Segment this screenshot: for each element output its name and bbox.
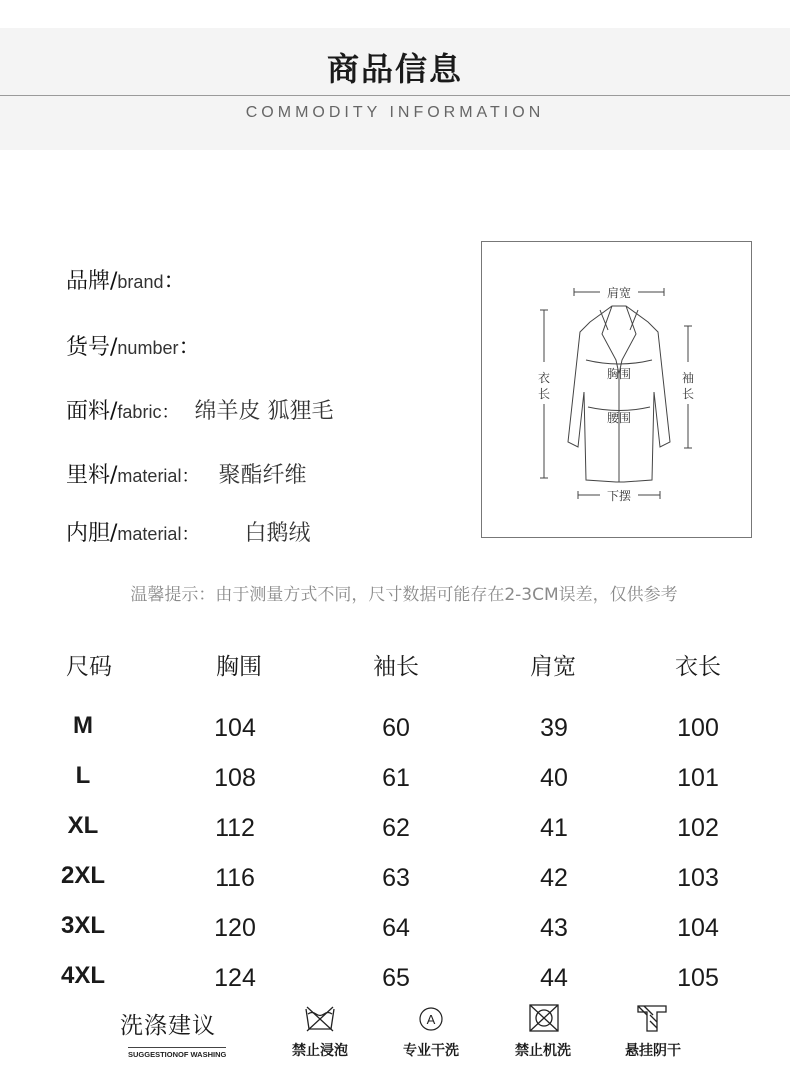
care-label-dry-clean: 专业干洗 (403, 1043, 459, 1059)
cell-size: 4XL (60, 962, 105, 989)
lining-label-en: material (117, 524, 182, 544)
cell-length: 100 (677, 714, 719, 742)
washing-subtitle: SUGGESTIONOF WASHING (128, 1047, 226, 1059)
cell-chest: 112 (215, 814, 255, 842)
cell-shoulder: 40 (540, 764, 568, 792)
measurement-notice: 温馨提示：由于测量方式不同，尺寸数据可能存在2-3CM误差，仅供参考 (130, 585, 678, 605)
cell-sleeve: 65 (382, 964, 410, 992)
cell-size: 2XL (60, 862, 105, 889)
fabric-colon: ： (161, 402, 180, 423)
col-header-length: 衣长 (675, 654, 721, 680)
info-row-fabric (66, 394, 334, 425)
cell-chest: 104 (214, 714, 256, 742)
material-label: 里料/ (66, 463, 118, 488)
washing-title: 洗涤建议 (120, 1013, 216, 1039)
col-header-sleeve: 袖长 (373, 654, 419, 680)
fabric-label-en: fabric (117, 402, 162, 422)
cell-sleeve: 62 (382, 814, 410, 842)
info-row-brand (66, 264, 185, 295)
lining-value: 白鹅绒 (244, 521, 311, 546)
cell-chest: 120 (214, 914, 256, 942)
number-label: 货号/ (66, 335, 118, 360)
number-colon: ： (178, 335, 201, 360)
length-label-2: 长 (537, 387, 551, 401)
no-machine-wash-icon (527, 1003, 561, 1033)
care-label-hang-dry: 悬挂阴干 (625, 1043, 681, 1059)
cell-size: L (75, 762, 91, 789)
col-header-shoulder: 肩宽 (530, 654, 576, 680)
care-label-no-machine-wash: 禁止机洗 (515, 1043, 571, 1059)
lining-label: 内胆/ (66, 521, 118, 546)
measurement-diagram (481, 241, 752, 538)
cell-chest: 108 (214, 764, 256, 792)
info-row-lining (66, 516, 311, 547)
cell-sleeve: 61 (382, 764, 410, 792)
care-label-no-soak: 禁止浸泡 (292, 1043, 348, 1059)
shoulder-label: 肩宽 (606, 286, 632, 300)
page-subtitle: COMMODITY INFORMATION (245, 104, 545, 121)
cell-sleeve: 60 (382, 714, 410, 742)
waist-label: 腰围 (606, 411, 632, 425)
cell-size: XL (67, 812, 99, 839)
material-label-en: material (117, 466, 182, 486)
chest-label: 胸围 (606, 367, 632, 381)
professional-dry-clean-icon (414, 1003, 448, 1033)
cell-shoulder: 44 (540, 964, 568, 992)
chest-line (586, 360, 652, 364)
cell-sleeve: 64 (382, 914, 410, 942)
fabric-label: 面料/ (66, 399, 118, 424)
cell-length: 105 (677, 964, 719, 992)
length-label-1: 衣 (537, 371, 551, 385)
cell-size: M (73, 712, 93, 739)
cell-length: 102 (677, 814, 719, 842)
material-value: 聚酯纤维 (218, 463, 307, 488)
brand-label: 品牌/ (66, 269, 118, 294)
cell-sleeve: 63 (382, 864, 410, 892)
cell-shoulder: 39 (540, 714, 568, 742)
hem-label: 下摆 (606, 489, 632, 503)
fabric-value: 绵羊皮 狐狸毛 (194, 399, 334, 424)
hang-dry-shade-icon (635, 1003, 669, 1033)
col-header-size: 尺码 (66, 654, 112, 680)
cell-length: 104 (677, 914, 719, 942)
dry-clean-symbol: A (426, 1012, 436, 1027)
cell-chest: 124 (214, 964, 256, 992)
cell-shoulder: 42 (540, 864, 568, 892)
cell-size: 3XL (60, 912, 105, 939)
sleeve-label-2: 长 (681, 387, 695, 401)
sleeve-label-1: 袖 (681, 371, 695, 385)
info-row-number (66, 330, 200, 361)
number-label-en: number (117, 338, 179, 358)
cell-length: 101 (677, 764, 719, 792)
page-title: 商品信息 (326, 50, 463, 88)
cell-shoulder: 43 (540, 914, 568, 942)
cell-length: 103 (677, 864, 719, 892)
brand-label-en: brand (117, 272, 164, 292)
cell-shoulder: 41 (540, 814, 568, 842)
no-soak-icon (303, 1003, 337, 1033)
coat-illustration (482, 242, 751, 537)
cell-chest: 116 (215, 864, 255, 892)
material-colon: ： (181, 466, 200, 487)
header-divider (0, 95, 790, 96)
info-row-material (66, 458, 307, 489)
lining-colon: ： (181, 524, 200, 545)
col-header-chest: 胸围 (216, 654, 262, 680)
brand-colon: ： (163, 269, 186, 294)
